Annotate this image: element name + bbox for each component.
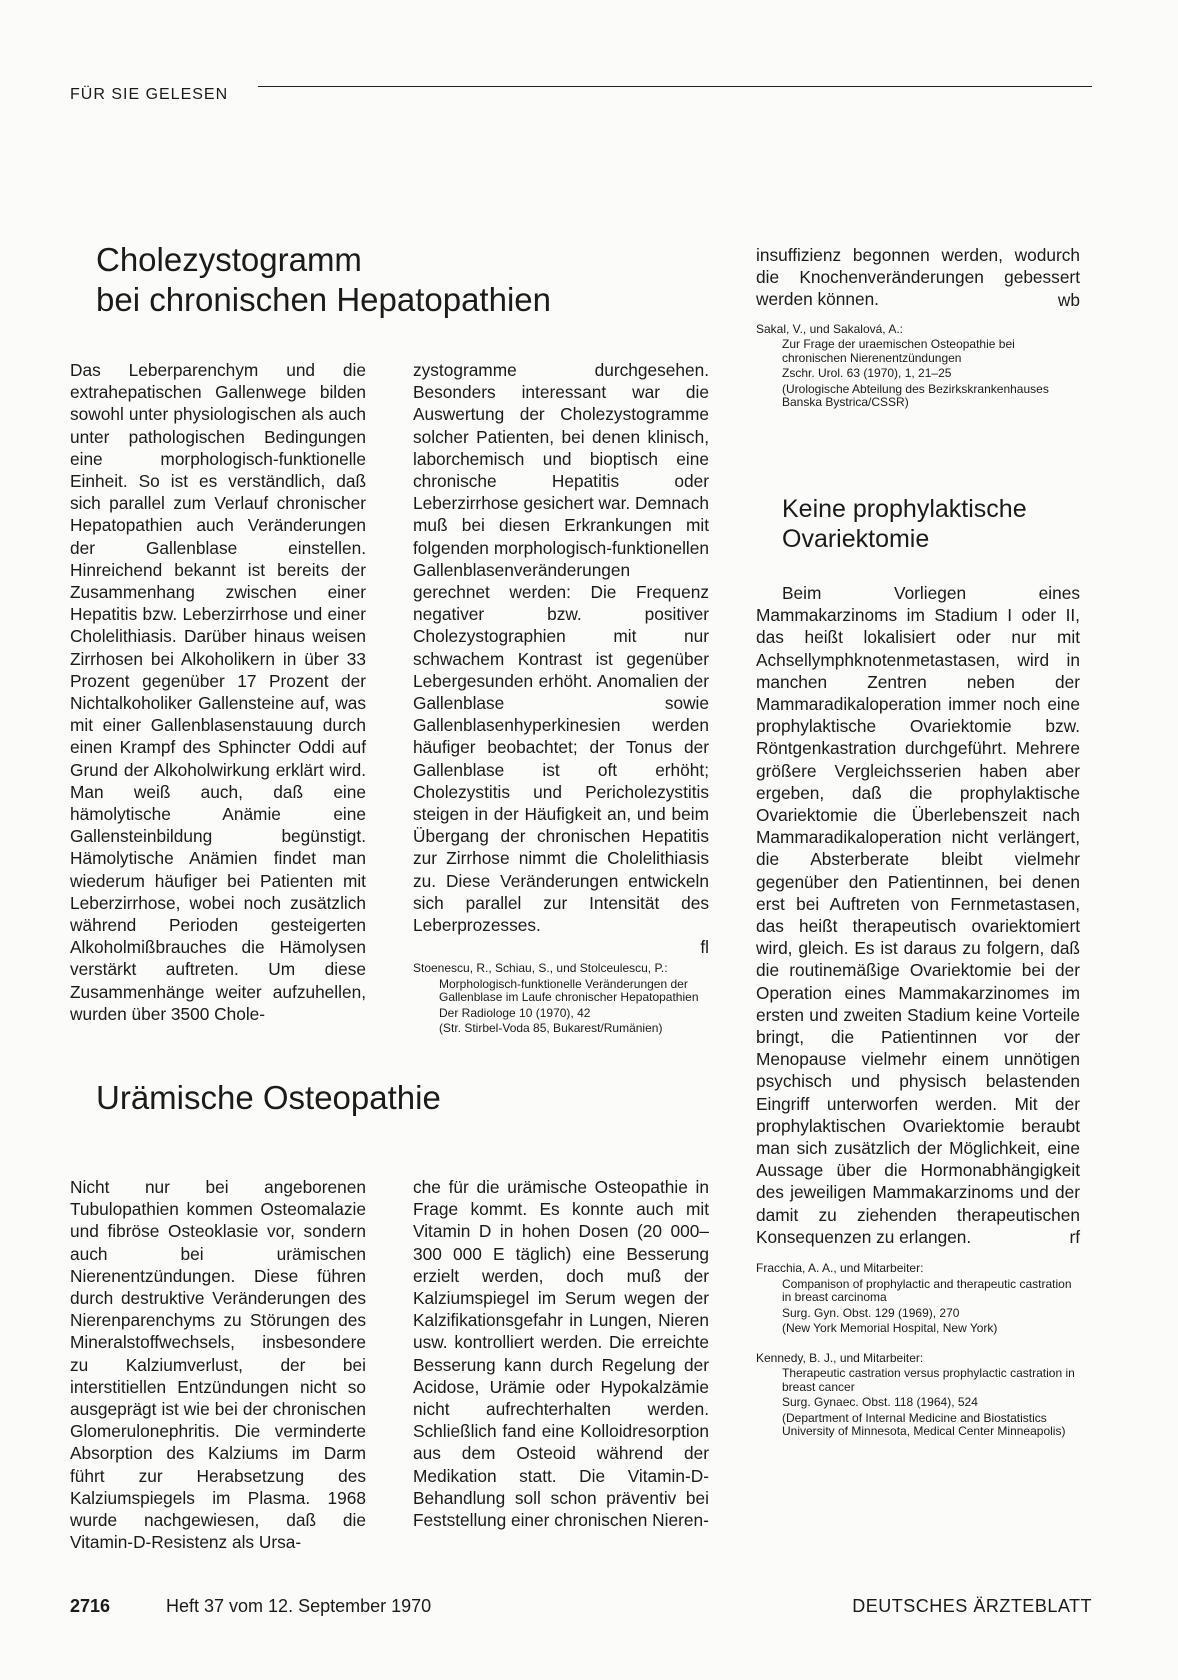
reference-title: Morphologisch-funktionelle Veränderungen der Gallenblase im Laufe chronischer Hepatopathien — [439, 976, 699, 1005]
reference-authors: Fracchia, A. A., und Mitarbeiter: — [756, 1261, 924, 1276]
article2-column3-text: insuffizienz begonnen werden, wodurch die Knochenveränderungen gebessert werden können. — [756, 245, 1080, 310]
reference-source: Zschr. Urol. 63 (1970), 1, 21–25 — [782, 366, 952, 381]
reference-address: (Str. Stirbel-Voda 85, Bukarest/Rumänien) — [439, 1021, 663, 1036]
section-header — [70, 86, 1092, 108]
article1-column2-text: zystogramme durchgesehen. Besonders interessant war die Auswertung der Cholezystogramme solcher Patienten, bei denen klinisch, laborchemisch und bioptisch eine chronische Hepatitis oder Leberzirrhose gesichert war. Demnach muß bei diesen Erkrankungen mit folgenden morphologisch-funktionellen Gallenblasenveränderungen gerechnet werden: Die Frequenz negativer bzw. positiver Cholezystographien mit nur schwachem Kontrast ist gegenüber Lebergesunden erhöht. Anomalien der Gallenblase sowie Gallenblasenhyperkinesien werden häufiger beobachtet; der Tonus der Gallenblase ist oft erhöht; Cholezystitis und Pericholezystitis steigen in der Häufigkeit an, und beim Übergang der chronischen Hepatitis zur Zirrhose nimmt die Cholelithiasis zu. Diese Veränderungen entwickeln sich parallel zur Intensität des Leberprozesses. — [413, 360, 709, 936]
header-rule — [258, 86, 1092, 87]
article-title-line1: Cholezystogramm — [96, 241, 362, 278]
article-title-ovariektomie — [782, 494, 1082, 554]
reference-address: (New York Memorial Hospital, New York) — [782, 1321, 998, 1336]
article3-reference-1 — [756, 1262, 1080, 1336]
page-number: 2716 — [70, 1596, 111, 1616]
reference-title: Therapeutic castration versus prophylactic castration in breast cancer — [782, 1366, 1075, 1394]
article-title-cholezystogramm — [96, 240, 656, 320]
reference-title: Zur Frage der uraemischen Osteopathie bei chronischen Nierenentzündungen — [782, 337, 1015, 365]
article1-column1: Das Leberparenchym und die extrahepatischen Gallenwege bilden sowohl unter physiologischen als auch unter pathologischen Bedingungen eine morphologisch-funktionelle Einheit. So ist es verständlich, daß sich parallel zum Verlauf chronischer Hepatopathien auch Veränderungen der Gallenblase einstellen. Hinreichend bekannt ist bereits der Zusammenhang zwischen einer Hepatitis bzw. Leberzirrhose und einer Cholelithiasis. Darüber hinaus weisen Zirrhosen bei Alkoholikern in über 33 Prozent gegenüber 17 Prozent der Nichtalkoholiker Gallensteine auf, was mit einer Gallenblasenstauung durch einen Krampf des Sphincter Oddi auf Grund der Alkoholwirkung erklärt wird. Man weiß auch, daß eine hämolytische Anämie eine Gallensteinbildung begünstigt. Hämolytische Anämien findet man wiederum häufiger bei Patienten mit Leberzirrhose, wobei noch zusätzlich während Perioden gesteigerten Alkoholmißbrauches die Hämolysen verstärkt auftreten. Um diese Zusammenhänge weiter aufzuhellen, wurden über 3500 Chole- — [70, 360, 366, 1024]
article-title-uraemische-osteopathie: Urämische Osteopathie — [96, 1079, 441, 1116]
reference-authors: Stoenescu, R., Schiau, S., und Stolceulescu, P.: — [413, 961, 668, 976]
article1-reference — [413, 962, 709, 1036]
reference-address: (Department of Internal Medicine and Biostatistics University of Minnesota, Medical Center Minneapolis) — [782, 1410, 1066, 1439]
article-title-line2: bei chronischen Hepatopathien — [96, 281, 551, 318]
page-footer — [70, 1596, 1092, 1622]
article3-title-line2: Ovariektomie — [782, 525, 930, 553]
issue-info: Heft 37 vom 12. September 1970 — [166, 1596, 432, 1616]
reference-authors: Kennedy, B. J., und Mitarbeiter: — [756, 1350, 924, 1365]
article3-body-text: Beim Vorliegen eines Mammakarzinoms im Stadium I oder II, das heißt lokalisiert oder nur mit Achsellymphknotenmetastasen, wird in manchen Zentren neben der Mammaradikaloperation immer noch eine prophylaktische Ovariektomie bzw. Röntgenkastration durchgeführt. Mehrere größere Vergleichsserien haben aber ergeben, daß die prophylaktische Ovariektomie die Überlebenszeit nach Mammaradikaloperation nicht verlängert, die Absterberate bleibt vielmehr gegenüber den Patientinnen, bei denen erst bei Auftreten von Fernmetastasen, das heißt therapeutisch ovariektomiert wird, gleich. Es ist daraus zu folgern, daß die routinemäßige Ovariektomie bei der Operation eines Mammakarzinomes im ersten und zweiten Stadium keine Vorteile bringt, die Patientinnen vor der Menopause vielmehr einem unnötigen psychisch und physisch belastenden Eingriff unterworfen werden. Mit der prophylaktischen Ovariektomie beraubt man sich zusätzlich der Möglichkeit, eine Aussage über die Hormonabhängigkeit des jeweiligen Mammakarzinoms und der damit zu ziehenden therapeutischen Konsequenzen zu erlangen. — [756, 583, 1080, 1247]
article2-reference — [756, 323, 1080, 410]
article3-title-line1: Keine prophylaktische — [782, 495, 1027, 523]
article1-column2 — [413, 359, 709, 1036]
article3-signature: rf — [1069, 1227, 1080, 1248]
reference-title: Companison of prophylactic and therapeutic castration in breast carcinoma — [782, 1276, 1072, 1305]
reference-source: Surg. Gyn. Obst. 129 (1969), 270 — [782, 1305, 960, 1320]
article2-column3 — [756, 244, 1080, 410]
article2-column1: Nicht nur bei angeborenen Tubulopathien kommen Osteomalazie und fibröse Osteoklasie vor, sondern auch bei urämischen Nierenentzündungen. Diese führen durch destruktive Veränderungen des Nierenparenchyms zu Störungen des Mineralstoffwechsels, insbesondere zu Kalziumverlust, der bei interstitiellen Entzündungen nicht so ausgeprägt ist wie bei der chronischen Glomerulonephritis. Die verminderte Absorption des Kalziums im Darm führt zur Herabsetzung des Kalziumspiegels im Plasma. 1968 wurde nachgewiesen, daß die Vitamin-D-Resistenz als Ursa- — [70, 1177, 366, 1553]
article2-column2: che für die urämische Osteopathie in Frage kommt. Es konnte auch mit Vitamin D in hohen Dosen (20 000–300 000 E täglich) eine Besserung erzielt werden, doch muß der Kalziumspiegel im Serum wegen der Kalzifikationsgefahr in Lungen, Nieren usw. kontrolliert werden. Die erreichte Besserung kann durch Regelung der Acidose, Urämie oder Hypokalzämie nicht aufrechterhalten werden. Schließlich fand eine Kolloidresorption aus dem Osteoid während der Medikation statt. Die Vitamin-D-Behandlung soll schon präventiv bei Feststellung einer chronischen Nieren- — [413, 1177, 709, 1531]
article3-body — [756, 582, 1080, 1439]
reference-source: Der Radiologe 10 (1970), 42 — [439, 1005, 591, 1020]
article1-signature: fl — [700, 937, 709, 958]
article3-reference-2 — [756, 1352, 1080, 1439]
reference-authors: Sakal, V., und Sakalová, A.: — [756, 321, 903, 336]
reference-source: Surg. Gynaec. Obst. 118 (1964), 524 — [782, 1395, 978, 1410]
article2-signature: wb — [1057, 289, 1080, 310]
reference-address: (Urologische Abteilung des Bezirkskrankenhauses Banska Bystrica/CSSR) — [782, 381, 1049, 410]
journal-name: DEUTSCHES ÄRZTEBLATT — [852, 1596, 1092, 1616]
section-label: FÜR SIE GELESEN — [70, 86, 229, 103]
